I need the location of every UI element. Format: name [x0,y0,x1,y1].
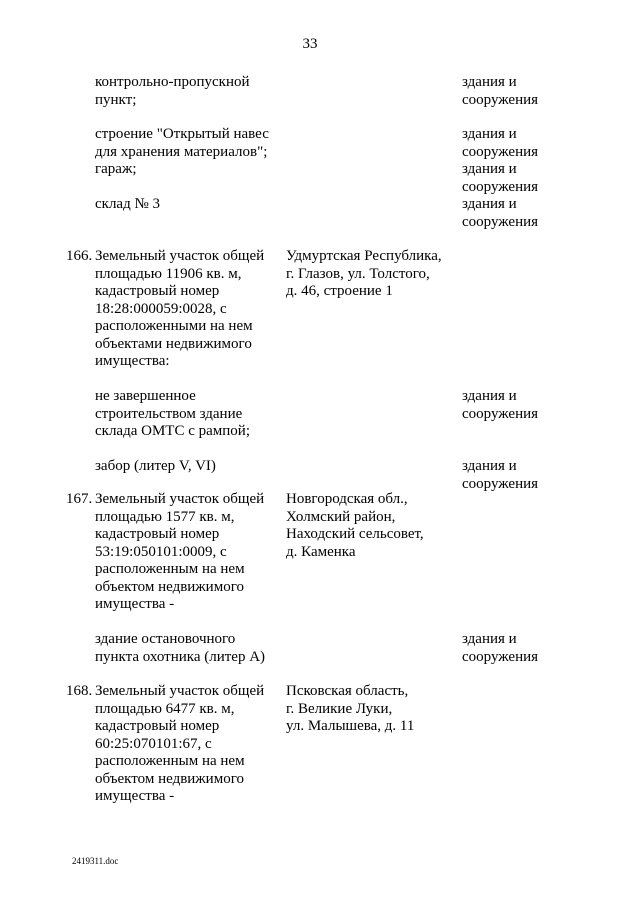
desc-line: площадью 11906 кв. м, [95,265,242,282]
desc-line: кадастровый номер [95,718,220,734]
desc-line: склада ОМТС с рампой; [95,423,250,439]
type-line: здания и [462,388,517,404]
footer-filename: 2419311.doc [72,856,119,866]
desc-line: имущества: [95,353,170,369]
item-number: 166. [66,248,93,264]
desc-line: строительством здание [95,405,243,422]
desc-line: площадью 6477 кв. м, [95,700,235,717]
desc-line: контрольно-пропускной [95,74,250,90]
address-line: г. Великие Луки, [286,700,393,717]
address-line: д. Каменка [286,543,356,560]
desc-line: для хранения материалов"; [95,143,268,160]
type-line: здания и [462,161,517,177]
desc-line: имущества - [95,788,175,804]
item-number: 167. [66,491,93,507]
desc-line: Земельный участок общей [95,491,265,507]
desc-line: кадастровый номер [95,283,220,299]
type-line: сооружения [462,143,539,160]
address-line: г. Глазов, ул. Толстого, [286,265,430,282]
desc-line: расположенным на нем [95,561,245,577]
desc-line: Земельный участок общей [95,683,265,699]
desc-line: склад № 3 [95,196,161,212]
desc-line: объектами недвижимого [95,335,252,352]
desc-line: гараж; [95,161,137,177]
desc-line: имущества - [95,596,175,612]
type-line: здания и [462,631,517,647]
type-line: сооружения [462,405,539,422]
desc-line: расположенными на нем [95,318,253,334]
address-line: Холмский район, [286,508,396,525]
desc-line: строение "Открытый навес [95,126,269,142]
type-line: здания и [462,196,517,212]
type-line: сооружения [462,213,539,230]
desc-line: пункт; [95,91,137,108]
address-line: Находский сельсовет, [286,526,424,542]
type-line: здания и [462,74,517,90]
type-line: здания и [462,126,517,142]
item-number: 168. [66,683,93,699]
desc-line: кадастровый номер [95,526,220,542]
desc-line: забор (литер V, VI) [95,458,216,474]
type-line: сооружения [462,178,539,195]
desc-line: расположенным на нем [95,753,245,769]
type-line: сооружения [462,475,539,492]
address-line: ул. Малышева, д. 11 [286,718,415,734]
desc-line: не завершенное [95,388,196,404]
desc-line: площадью 1577 кв. м, [95,508,235,525]
desc-line: 53:19:050101:0009, с [95,543,227,560]
desc-line: объектом недвижимого [95,578,244,595]
desc-line: 18:28:000059:0028, с [95,300,227,317]
type-line: сооружения [462,648,539,665]
desc-line: пункта охотника (литер А) [95,648,266,665]
address-line: Новгородская обл., [286,491,408,507]
desc-line: 60:25:070101:67, с [95,735,212,752]
desc-line: здание остановочного [95,631,236,647]
desc-line: Земельный участок общей [95,248,265,264]
type-line: сооружения [462,91,539,108]
desc-line: объектом недвижимого [95,770,244,787]
address-line: Псковская область, [286,683,409,699]
address-line: д. 46, строение 1 [286,283,393,299]
address-line: Удмуртская Республика, [286,248,442,264]
type-line: здания и [462,458,517,474]
page-number: 33 [302,36,318,52]
